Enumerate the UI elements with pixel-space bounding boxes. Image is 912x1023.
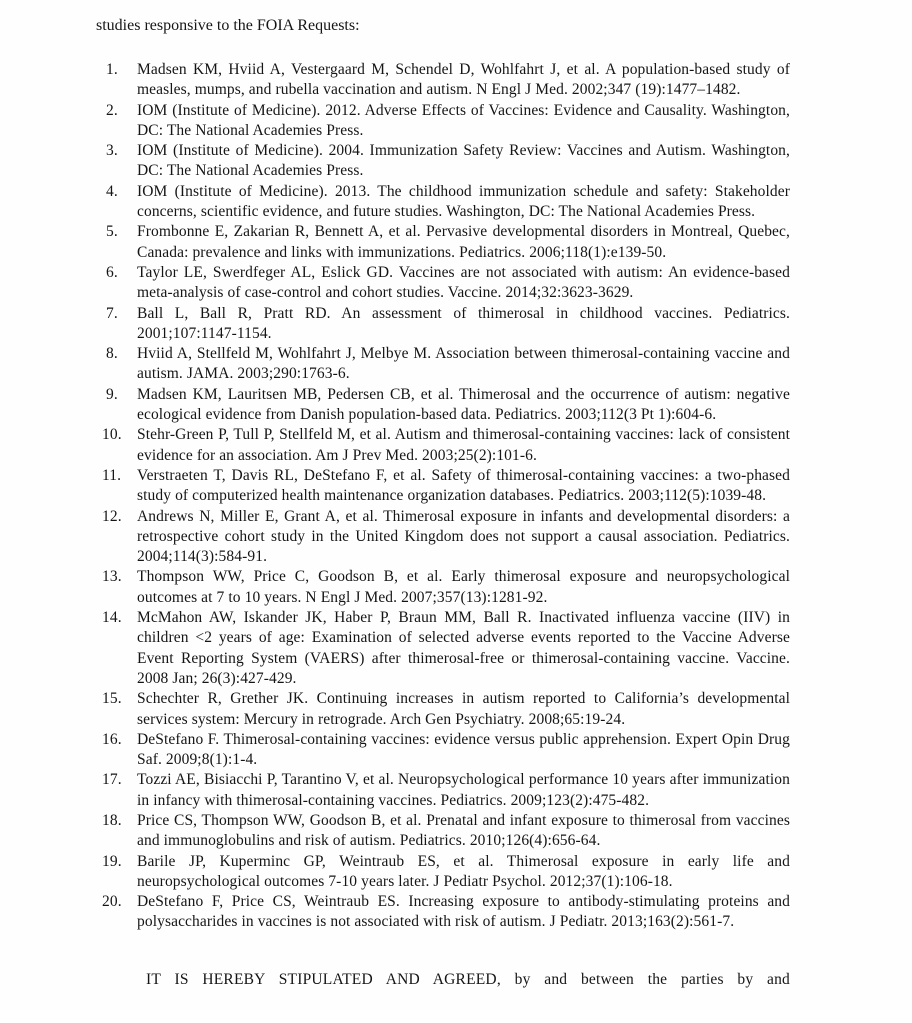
reference-item bbox=[96, 385, 790, 426]
reference-text: Stehr-Green P, Tull P, Stellfeld M, et al. Autism and thimerosal-containing vaccines: lack of consistent evidence for an association. Am J Prev Med. 2003;25(2):101-6. bbox=[137, 426, 790, 464]
intro-text: studies responsive to the FOIA Requests: bbox=[96, 17, 360, 34]
reference-list bbox=[96, 60, 790, 933]
reference-text: IOM (Institute of Medicine). 2013. The childhood immunization schedule and safety: Stakeholder concerns, scientific evidence, and future studies. Washington, DC: The National Academies Press. bbox=[137, 182, 790, 221]
reference-number: 1. bbox=[106, 61, 118, 78]
reference-number: 19. bbox=[102, 852, 122, 870]
reference-text: Frombonne E, Zakarian R, Bennett A, et al. Pervasive developmental disorders in Montreal, Quebec, Canada: prevalence and links with immunizations. Pediatrics. 2006;118(1):e139-50. bbox=[137, 223, 790, 261]
reference-number: 7. bbox=[106, 304, 118, 322]
reference-item bbox=[96, 567, 790, 608]
reference-text: IOM (Institute of Medicine). 2004. Immunization Safety Review: Vaccines and Autism. Washington, DC: The National Academies Press. bbox=[137, 142, 790, 180]
reference-text: Andrews N, Miller E, Grant A, et al. Thimerosal exposure in infants and developmental disorders: a retrospective cohort study in the United Kingdom does not support a causal association. Pediatrics. 2004;114(3):584-91. bbox=[137, 507, 790, 566]
reference-number: 17. bbox=[102, 771, 122, 789]
reference-number: 2. bbox=[106, 101, 118, 119]
reference-number: 6. bbox=[106, 263, 118, 281]
reference-item bbox=[96, 892, 790, 933]
reference-item bbox=[96, 425, 790, 466]
reference-number: 10. bbox=[102, 426, 122, 444]
reference-number: 11. bbox=[102, 466, 122, 484]
reference-item bbox=[96, 263, 790, 304]
reference-text: Barile JP, Kuperminc GP, Weintraub ES, et al. Thimerosal exposure in early life and neuropsychological outcomes 7-10 years later. J Pediatr Psychol. 2012;37(1):106-18. bbox=[137, 852, 790, 890]
reference-item bbox=[96, 344, 790, 385]
reference-item bbox=[96, 60, 790, 101]
reference-number: 16. bbox=[102, 730, 122, 748]
reference-number: 13. bbox=[102, 568, 122, 586]
reference-item bbox=[96, 466, 790, 507]
reference-item bbox=[96, 770, 790, 811]
reference-item bbox=[96, 730, 790, 771]
reference-text: DeStefano F, Price CS, Weintraub ES. Increasing exposure to antibody-stimulating proteins and polysaccharides in vaccines is not associated with risk of autism. J Pediatr. 2013;163(2):561-7. bbox=[137, 893, 790, 931]
reference-item bbox=[96, 689, 790, 730]
reference-number: 20. bbox=[102, 893, 122, 911]
reference-text: McMahon AW, Iskander JK, Haber P, Braun MM, Ball R. Inactivated influenza vaccine (IIV) in children <2 years of age: Examination of selected adverse events reported to the Vaccine Adverse Event Reporting System (VAERS) after thimerosal-free or thimerosal-containing vaccine. Vaccine. 2008 Jan; 26(3):427-429. bbox=[137, 609, 790, 687]
reference-number: 5. bbox=[106, 223, 118, 241]
reference-item bbox=[96, 304, 790, 345]
reference-number: 15. bbox=[102, 690, 122, 708]
reference-text: IOM (Institute of Medicine). 2012. Adverse Effects of Vaccines: Evidence and Causality. Washington, DC: The National Academies Press. bbox=[137, 101, 790, 139]
closing-paragraph: IT IS HEREBY STIPULATED AND AGREED, by and between the parties by and bbox=[146, 970, 790, 988]
reference-text: Schechter R, Grether JK. Continuing increases in autism reported to California’s developmental services system: Mercury in retrograde. Arch Gen Psychiatry. 2008;65:19-24. bbox=[137, 690, 790, 728]
reference-item bbox=[96, 141, 790, 182]
reference-item bbox=[96, 811, 790, 852]
reference-number: 9. bbox=[106, 385, 118, 403]
reference-text: Madsen KM, Lauritsen MB, Pedersen CB, et al. Thimerosal and the occurrence of autism: negative ecological evidence from Danish population-based data. Pediatrics. 2003;112(3 Pt 1):604-6. bbox=[137, 385, 790, 424]
reference-item bbox=[96, 608, 790, 689]
reference-text: Verstraeten T, Davis RL, DeStefano F, et al. Safety of thimerosal-containing vaccines: a two-phased study of computerized health maintenance organization databases. Pediatrics. 2003;112(5):1039-48. bbox=[137, 466, 790, 505]
reference-text: Madsen KM, Hviid A, Vestergaard M, Schendel D, Wohlfahrt J, et al. A population-based study of measles, mumps, and rubella vaccination and autism. N Engl J Med. 2002;347 (19):1477–1482. bbox=[137, 61, 790, 99]
reference-text: Tozzi AE, Bisiacchi P, Tarantino V, et al. Neuropsychological performance 10 years after immunization in infancy with thimerosal-containing vaccines. Pediatrics. 2009;123(2):475-482. bbox=[137, 771, 790, 809]
reference-text: Ball L, Ball R, Pratt RD. An assessment of thimerosal in childhood vaccines. Pediatrics. 2001;107:1147-1154. bbox=[137, 304, 790, 342]
reference-text: Thompson WW, Price C, Goodson B, et al. Early thimerosal exposure and neuropsychological outcomes at 7 to 10 years. N Engl J Med. 2007;357(13):1281-92. bbox=[137, 568, 790, 606]
reference-text: Price CS, Thompson WW, Goodson B, et al. Prenatal and infant exposure to thimerosal from vaccines and immunoglobulins and risk of autism. Pediatrics. 2010;126(4):656-64. bbox=[137, 811, 790, 850]
reference-number: 4. bbox=[106, 182, 118, 200]
reference-number: 14. bbox=[102, 609, 122, 627]
reference-number: 12. bbox=[102, 507, 122, 525]
reference-item bbox=[96, 101, 790, 142]
reference-item bbox=[96, 182, 790, 223]
reference-number: 3. bbox=[106, 142, 118, 160]
reference-item bbox=[96, 507, 790, 568]
reference-number: 18. bbox=[102, 811, 122, 829]
reference-number: 8. bbox=[106, 345, 118, 363]
reference-text: Taylor LE, Swerdfeger AL, Eslick GD. Vaccines are not associated with autism: An evidence-based meta-analysis of case-control and cohort studies. Vaccine. 2014;32:3623-3629. bbox=[137, 263, 790, 302]
reference-text: Hviid A, Stellfeld M, Wohlfahrt J, Melbye M. Association between thimerosal-containing vaccine and autism. JAMA. 2003;290:1763-6. bbox=[137, 345, 790, 383]
reference-item bbox=[96, 222, 790, 263]
reference-text: DeStefano F. Thimerosal-containing vaccines: evidence versus public apprehension. Expert Opin Drug Saf. 2009;8(1):1-4. bbox=[137, 730, 790, 769]
reference-item bbox=[96, 852, 790, 893]
